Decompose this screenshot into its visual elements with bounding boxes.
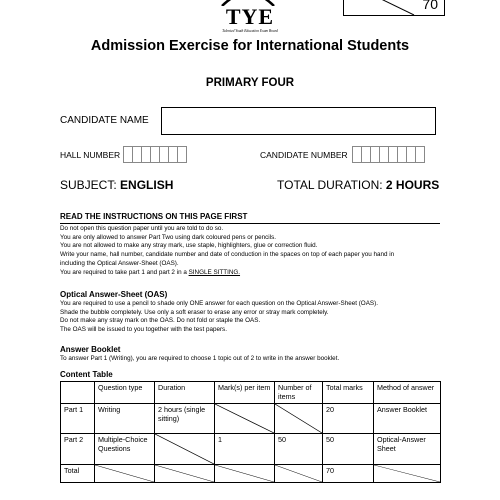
table-cell: 70 xyxy=(323,465,374,483)
table-row xyxy=(61,434,441,465)
answer-booklet-line: To answer Part 1 (Writing), you are required to choose 1 topic out of 2 to write in the answer booklet. xyxy=(60,355,340,362)
instructions-divider xyxy=(60,223,440,224)
table-header-cell xyxy=(61,382,95,404)
table-header-cell: Question type xyxy=(95,382,155,404)
oas-heading: Optical Answer-Sheet (OAS) xyxy=(60,290,168,299)
table-header-cell: Duration xyxy=(155,382,215,404)
instruction-line xyxy=(60,269,450,278)
table-cell-crossed xyxy=(95,465,155,483)
oas-text xyxy=(60,300,450,335)
oas-line: The OAS will be issued to you together with the test papers. xyxy=(60,326,227,334)
subject-label: SUBJECT: xyxy=(60,178,117,192)
table-cell: Multiple-Choice Questions xyxy=(95,434,155,465)
table-cell: Optical-Answer Sheet xyxy=(374,434,441,465)
duration-line xyxy=(277,178,439,192)
logo-subtitle: Talented Youth Education Exam Board xyxy=(222,29,278,33)
duration-label: TOTAL DURATION: xyxy=(277,178,383,192)
instructions-text xyxy=(60,225,450,277)
table-cell: Answer Booklet xyxy=(374,404,441,434)
table-cell: Part 2 xyxy=(61,434,95,465)
table-cell: 50 xyxy=(275,434,323,465)
duration-value: 2 HOURS xyxy=(385,178,440,192)
oas-line: Do not make any stray mark on the OAS. Do not fold or staple the OAS. xyxy=(60,317,261,325)
content-table xyxy=(60,381,441,483)
table-cell-crossed xyxy=(275,404,323,434)
table-cell: 1 xyxy=(215,434,275,465)
oas-line: Shade the bubble completely. Use only a soft eraser to erase any error or stray mark completely. xyxy=(60,308,329,316)
table-header-cell: Number of items xyxy=(275,382,323,404)
oas-line: You are required to use a pencil to shade only ONE answer for each question on the Optical Answer-Sheet (OAS). xyxy=(60,300,378,307)
hall-number-field[interactable] xyxy=(123,146,186,163)
subject-line xyxy=(60,178,173,192)
content-table-heading: Content Table xyxy=(60,370,113,379)
table-cell-crossed xyxy=(155,465,215,483)
page-subtitle: PRIMARY FOUR xyxy=(205,77,295,89)
table-header-cell: Total marks xyxy=(323,382,374,404)
table-cell-crossed xyxy=(275,465,323,483)
instruction-line: You are only allowed to answer Part Two using dark coloured pens or pencils. xyxy=(60,233,276,241)
candidate-number-label: CANDIDATE NUMBER xyxy=(260,150,348,160)
table-cell: 50 xyxy=(323,434,374,465)
instruction-line-prefix: You are required to take part 1 and part 2 in a xyxy=(60,268,189,276)
table-cell: Writing xyxy=(95,404,155,434)
table-cell: Part 1 xyxy=(61,404,95,434)
table-cell-crossed xyxy=(374,465,441,483)
candidate-number-field[interactable] xyxy=(352,146,424,163)
candidate-name-field[interactable] xyxy=(161,107,436,135)
subject-value: ENGLISH xyxy=(120,178,174,192)
score-total: 70 xyxy=(422,0,438,12)
hall-number-label: HALL NUMBER xyxy=(60,150,121,160)
page-title: Admission Exercise for International Students xyxy=(90,38,410,54)
instruction-line: You are not allowed to make any stray mark, use staple, highlighters, glue or correction fluid. xyxy=(60,242,318,250)
table-header-cell: Method of answer xyxy=(374,382,441,404)
answer-booklet-text xyxy=(60,355,450,364)
table-cell: 2 hours (single sitting) xyxy=(155,404,215,434)
table-cell: 20 xyxy=(323,404,374,434)
candidate-name-label: CANDIDATE NAME xyxy=(60,115,149,126)
instructions-heading: READ THE INSTRUCTIONS ON THIS PAGE FIRST xyxy=(60,212,248,221)
table-cell: Total xyxy=(61,465,95,483)
table-row xyxy=(61,404,441,434)
table-header-cell: Mark(s) per item xyxy=(215,382,275,404)
table-row xyxy=(61,465,441,483)
table-cell-crossed xyxy=(155,434,215,465)
logo-text: TYE xyxy=(225,4,275,29)
single-sitting-text: SINGLE SITTING. xyxy=(188,268,241,276)
table-header-row xyxy=(61,382,441,404)
instruction-line: including the Optical Answer-Sheet (OAS). xyxy=(60,259,179,267)
answer-booklet-heading: Answer Booklet xyxy=(60,345,121,354)
instruction-line: Do not open this question paper until you are told to do so. xyxy=(60,225,224,232)
instruction-line: Write your name, hall number, candidate number and date of conduction in the spaces on top of each paper you hand in xyxy=(60,251,395,259)
table-cell-crossed xyxy=(215,465,275,483)
table-cell-crossed xyxy=(215,404,275,434)
score-box xyxy=(343,0,445,16)
